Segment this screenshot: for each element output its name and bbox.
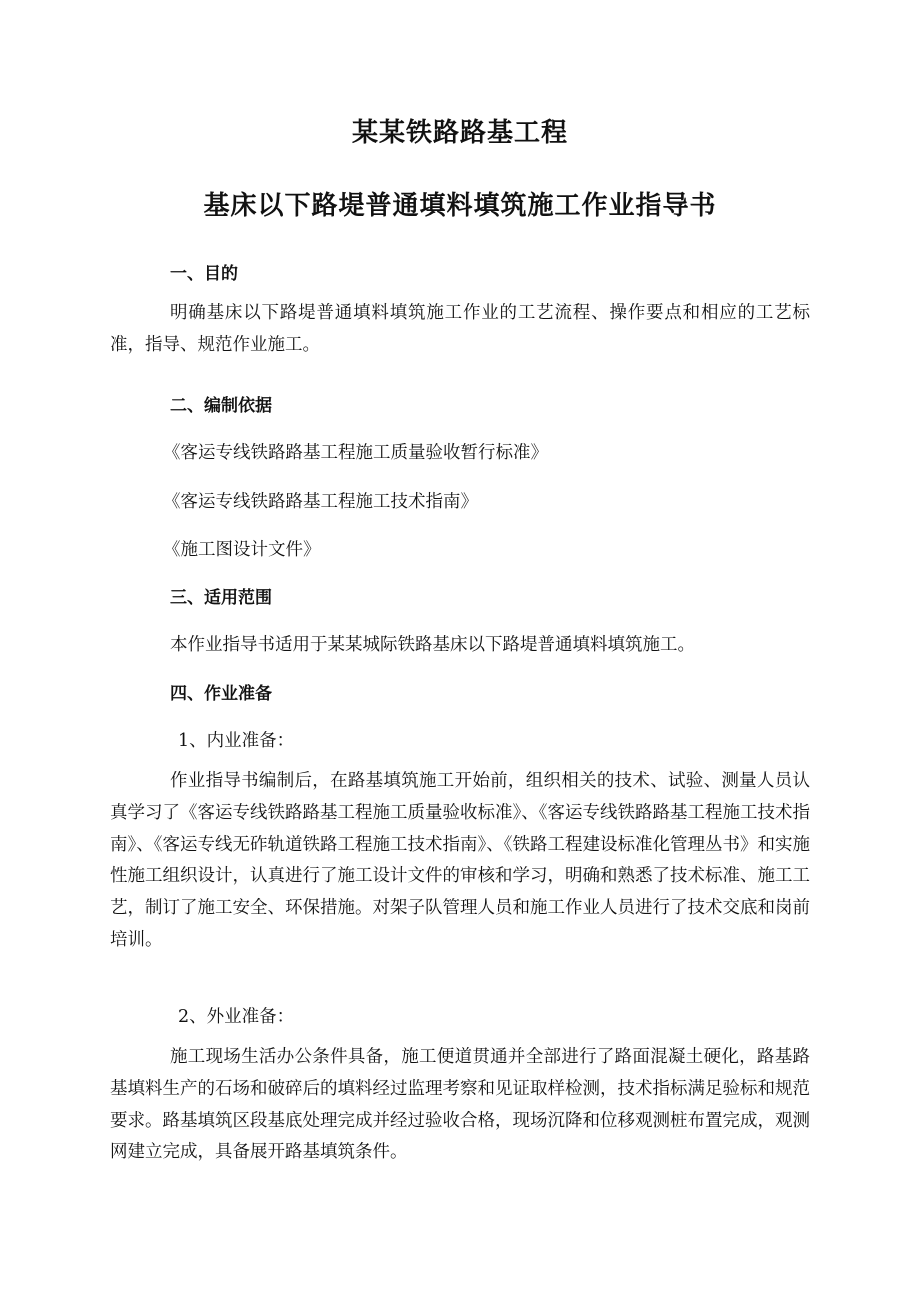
reference-item: 《客运专线铁路路基工程施工质量验收暂行标准》 bbox=[163, 443, 548, 463]
scope-paragraph: 本作业指导书适用于某某城际铁路基床以下路堤普通填料填筑施工。 bbox=[170, 635, 695, 655]
reference-item: 《客运专线铁路路基工程施工技术指南》 bbox=[163, 492, 478, 512]
section-heading-basis: 二、编制依据 bbox=[170, 396, 272, 416]
reference-item: 《施工图设计文件》 bbox=[163, 540, 321, 560]
internal-prep-label: 1、内业准备： bbox=[178, 731, 295, 751]
purpose-paragraph: 明确基床以下路堤普通填料填筑施工作业的工艺流程、操作要点和相应的工艺标准，指导、规范作业施工。 bbox=[110, 303, 810, 355]
external-prep-label: 2、外业准备： bbox=[178, 1007, 295, 1027]
document-subtitle: 基床以下路堤普通填料填筑施工作业指导书 bbox=[203, 191, 717, 221]
internal-prep-paragraph: 作业指导书编制后，在路基填筑施工开始前，组织相关的技术、试验、测量人员认真学习了《客运专线铁路路基工程施工质量验收标准》、《客运专线铁路路基工程施工技术指南》、《客运专线无砟轨道铁路工程施工技术指南》、《铁路工程建设标准化管理丛书》和实施性施工组织设计，认真进行了施工设计文件的审核和学习，明确和熟悉了技术标准、施工工艺，制订了施工安全、环保措施。对架子队管理人员和施工作业人员进行了技术交底和岗前培训。 bbox=[110, 771, 810, 950]
section-heading-purpose: 一、目的 bbox=[170, 264, 238, 284]
external-prep-paragraph: 施工现场生活办公条件具备，施工便道贯通并全部进行了路面混凝土硬化，路基路基填料生产的石场和破碎后的填料经过监理考察和见证取样检测，技术指标满足验标和规范要求。路基填筑区段基底处理完成并经过验收合格，现场沉降和位移观测桩布置完成，观测网建立完成，具备展开路基填筑条件。 bbox=[110, 1047, 810, 1163]
document-title: 某某铁路路基工程 bbox=[351, 118, 568, 148]
section-heading-preparation: 四、作业准备 bbox=[170, 684, 272, 704]
section-heading-scope: 三、适用范围 bbox=[170, 588, 272, 608]
